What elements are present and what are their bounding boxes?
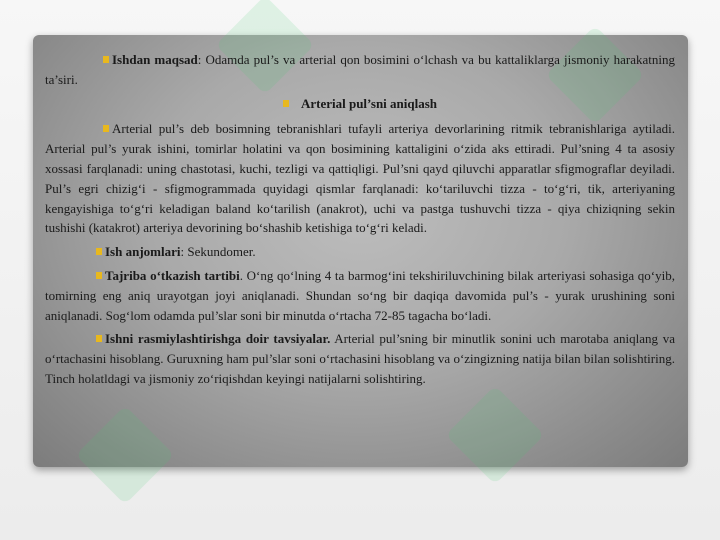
procedure-paragraph bbox=[45, 266, 675, 325]
body-text: Arterial pul’s deb bosimning tebranishlari tufayli arteriya devorlarining ritmik tebranishlariga aytiladi. Arterial pul’s yurak ishini, tomirlar holatini va qon bosimining kattaligini o‘zida aks ettiradi. Pul’sning 4 ta asosiy xossasi farqlanadi: uning chastotasi, kuchi, tezligi va qattiqligi. Pul’sni qayd qiluvchi apparatlar sfigmograflar deyiladi. Pul’s egri chizig‘i - sfigmogrammada quyidagi qismlar farqlanadi: ko‘tariluvchi tizza - to‘g‘ri, tik, arteriyaning kengayishiga to‘g‘ri keladigan baland ko‘tarilish (anakrot), uchi va pastga tushuvchi tizza - qiya chiziqning sekin tushishi (katakrot) arteriya devorining bo‘shashib ketishiga to‘g‘ri keladi. bbox=[45, 121, 675, 236]
tools-paragraph bbox=[45, 242, 675, 262]
bullet-icon bbox=[103, 125, 109, 132]
bullet-icon bbox=[103, 56, 109, 63]
bullet-icon bbox=[96, 248, 102, 255]
formatting-lead: Ishni rasmiylashtirishga doir tavsiyalar. bbox=[105, 331, 331, 347]
heading-text: Arterial pul’sni aniqlash bbox=[300, 95, 438, 111]
goal-paragraph bbox=[45, 50, 675, 90]
procedure-text: . O‘ng qo‘lning 4 ta barmog‘ini tekshiriluvchining bilak arteriyasi sohasiga qo‘yib, tomirning eng aniq urayotgan joyi aniqlanadi. Shundan so‘ng bir daqiqa davomida pul’s - yurak urushining soni aniqlanadi. Sog‘lom odamda pul’slar soni bir minutda o‘rtacha 72-85 tagacha bo‘ladi. bbox=[45, 267, 675, 323]
bullet-icon bbox=[283, 100, 289, 107]
tools-lead: Ish anjomlari bbox=[105, 244, 181, 260]
body-paragraph bbox=[45, 119, 675, 238]
section-heading bbox=[45, 94, 675, 114]
goal-lead: Ishdan maqsad bbox=[112, 52, 198, 67]
formatting-paragraph bbox=[45, 329, 675, 388]
slide-content bbox=[45, 50, 675, 393]
formatting-text: Arterial pul’sning bir minutlik sonini uch marotaba aniqlang va o‘rtachasini hisoblang. Guruxning ham pul’slar soni o‘rtachasini hisoblang va o‘zingizning natija bilan bilan solishtiring. Tinch holatldagi va jismoniy zo‘riqishdan keyingi natijalarni solishtiring. bbox=[45, 331, 675, 386]
procedure-lead: Tajriba o‘tkazish tartibi bbox=[105, 267, 240, 283]
tools-text: : Sekundomer. bbox=[180, 244, 256, 260]
bullet-icon bbox=[96, 272, 102, 279]
goal-text: : Odamda pul’s va arterial qon bosimini o‘lchash va bu kattaliklarga jismoniy harakatning ta’siri. bbox=[45, 52, 675, 87]
bullet-icon bbox=[96, 335, 102, 342]
